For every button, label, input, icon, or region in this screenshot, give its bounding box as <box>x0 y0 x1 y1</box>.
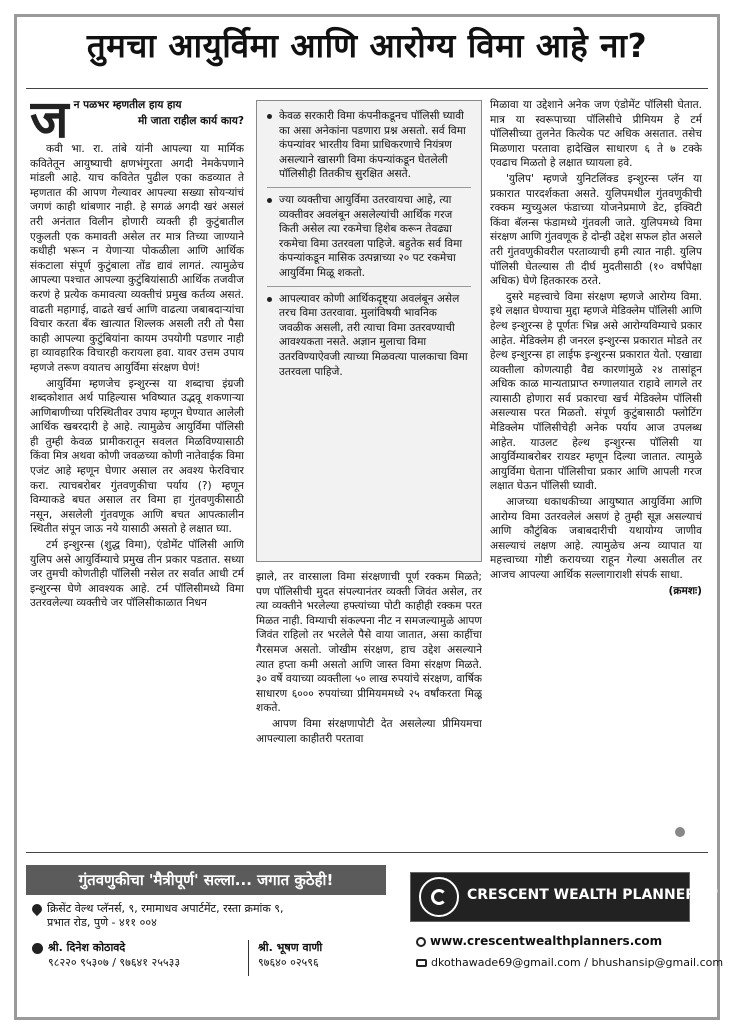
email-line[interactable] <box>416 956 723 970</box>
advice-banner: गुंतवणुकीचा 'मैत्रीपूर्ण' सल्ला... जगात कुठेही! <box>26 865 386 895</box>
email-links[interactable]: dkothawade69@gmail.com / bhushansip@gmail.com <box>431 956 724 969</box>
globe-icon <box>416 937 426 947</box>
col1-paragraph-3: टर्म इन्शुरन्स (शुद्ध विमा), एंडोमेंट पॉलिसी आणि युलिप असे आयुर्विम्याचे प्रमुख तीन प्रकार पडतात. सध्या जर तुमची कोणतीही पॉलिसी नसेल तर सर्वात आधी टर्म इन्शुरन्स घेणे आवश्यक आहे. टर्म पॉलिसीमध्ये विमा उतरवलेल्या व्यक्तीचे जर पॉलिसीकाळात निधन <box>30 539 244 610</box>
email-icon <box>416 959 427 967</box>
bullet-icon <box>267 198 272 203</box>
col2-paragraph-1: झाले, तर वारसाला विमा संरक्षणाची पूर्ण रक्कम मिळते; पण पॉलिसीची मुदत संपल्यानंतर व्यक्ती जिवंत असेल, तर त्या व्यक्तीने भरलेल्या हफ्त्यांच्या पोटी काहीही रक्कम परत मिळत नाही. विम्याची संकल्पना नीट न समजल्यामुळे आपण जिवंत राहिलो तर भरलेले पैसे वाया जातात, असा काहींचा गैरसमज असतो. जोखीम संरक्षण, हाच उद्देश असल्याने त्यात हप्ता कमी असतो आणि जास्त विमा संरक्षण मिळते. ३० वर्षे वयाच्या व्यक्तीला ५० लाख रुपयांचे संरक्षण, वार्षिक साधारण ६००० रुपयांच्या प्रीमियममध्ये २५ वर्षांकरता मिळू शकते. <box>256 571 482 715</box>
person-1-name: श्री. दिनेश कोठावदे <box>48 941 126 954</box>
tip-text: केवळ सरकारी विमा कंपनीकडूनच पॉलिसी घ्यावी का असा अनेकांना पडणारा प्रश्न असतो. सर्व विमा कंपन्यांवर भारतीय विमा प्राधिकरणाचे नियंत्रण असल्याने खासगी विमा कंपन्यांकडून घेतलेली पॉलिसीही तितकीच सुरक्षित असते. <box>279 110 466 181</box>
contact-person-1 <box>32 940 180 970</box>
column-1 <box>30 98 244 840</box>
footer-divider <box>26 852 708 853</box>
continued-marker: (क्रमशः) <box>668 584 702 597</box>
person-2-name: श्री. भूषण वाणी <box>258 941 323 954</box>
address-line-1: क्रिसेंट वेल्थ प्लॅनर्स, ९, रमामाधव अपार्टमेंट, रस्ता क्रमांक ९, <box>47 902 284 915</box>
company-name: CRESCENT WEALTH PLANNERS™ <box>467 887 721 903</box>
contact-separator <box>248 940 249 976</box>
title-divider <box>26 88 708 89</box>
office-address <box>32 902 362 930</box>
person-2-phone: ९७६४० ०२५९६ <box>258 956 319 969</box>
column-3 <box>490 98 702 840</box>
website-line[interactable] <box>416 934 662 948</box>
lead-line-1: न पळभर म्हणतील हाय हाय <box>73 99 182 111</box>
address-line-2: प्रभात रोड, पुणे - ४११ ००४ <box>47 916 157 929</box>
end-dot-icon <box>675 827 685 837</box>
crescent-logo-icon <box>419 877 459 917</box>
location-pin-icon <box>30 902 44 916</box>
tip-item <box>267 286 471 380</box>
bullet-icon <box>267 114 272 119</box>
tip-item <box>267 109 471 182</box>
col1-paragraph-1: कवी भा. रा. तांबे यांनी आपल्या या मार्मिक कवितेतून आयुष्याची क्षणभंगुरता अगदी नेमकेपणाने मांडली आहे. याच कवितेत पुढील एका कडव्यात ते म्हणतात की आपण गेल्यावर आपल्या सख्या सोयऱ्यांचं जगणं काही थांबणार नाही. हे सगळं अगदी खरं असलं तरी अनंतात विलीन होणारी व्यक्ती ही कुटुंबातील एकुलती एक कमावती असेल तर मात्र तिच्या जाण्याने कधीही भरून न येणाऱ्या पोकळीला आणि आर्थिक संकटाला संपूर्ण कुटुंबाला तोंड द्यावं लागतं. त्यामुळेच आपल्या पश्चात आपल्या कुटुंबियांसाठी आर्थिक तजवीज करणं हे प्रत्येक कमावत्या व्यक्तीचं प्रमुख कर्तव्य असतं. वाढती महागाई, वाढते खर्च आणि वाढत्या जबाबदाऱ्यांचा विचार करता बँक खात्यात शिल्लक असली तरी तो पैसा काही आपल्या कुटुंबियांना कायम उपयोगी पडणार नाही हा व्यावहारिक विचारही करायला हवा. यावर उत्तम उपाय म्हणजे तरूण वयातच आयुर्विमा संरक्षण घेणं! <box>30 143 244 374</box>
tip-item <box>267 187 471 281</box>
tip-text: ज्या व्यक्तीचा आयुर्विमा उतरवायचा आहे, त्या व्यक्तीवर अवलंबून असलेल्यांची आर्थिक गरज किती असेल त्या रकमेचा हिशेब करून तेवढ्या रकमेचा विमा उतरवला पाहिजे. बहुतेक सर्व विमा कंपन्यांकडून मासिक उत्पन्नाच्या २० पट रकमेचा आयुर्विमा मिळू शकतो. <box>279 193 463 279</box>
col3-paragraph-3: दुसरे महत्त्वाचे विमा संरक्षण म्हणजे आरोग्य विमा. इथे लक्षात घेण्याचा मुद्दा म्हणजे मेडिक्लेम पॉलिसी आणि हेल्थ इन्शुरन्स हे पूर्णतः भिन्न असे आरोग्यविम्याचे प्रकार आहेत. मेडिक्लेम ही जनरल इन्शुरन्स प्रकारात मोडते तर हेल्थ इन्शुरन्स हा लाईफ इन्शुरन्स प्रकारात येतो. एखाद्या व्यक्तीला कोणत्याही वैद्य कारणांमुळे २४ तासांहून अधिक काळ मान्यताप्राप्त रुग्णालयात राहावे लागले तर त्यासाठी होणारा सर्व प्रकारचा खर्च मेडिक्लेम पॉलिसी असल्यास परत मिळतो. संपूर्ण कुटुंबासाठी फ्लोटिंग मेडिक्लेम पॉलिसीचेही अनेक पर्याय आज उपलब्ध आहेत. याउलट हेल्थ इन्शुरन्स पॉलिसी या आयुर्विम्याबरोबर रायडर म्हणून दिल्या जातात. त्यामुळे आयुर्विमा घेताना पॉलिसीचा प्रकार आणि आपली गरज लक्षात घेऊन पॉलिसी घ्यावी. <box>490 290 702 493</box>
col2-paragraph-2: आपण विमा संरक्षणापोटी देत असलेल्या प्रीमियमचा आपल्याला काहीतरी परतावा <box>256 717 482 745</box>
col1-paragraph-2: आयुर्विमा म्हणजेच इन्शुरन्स या शब्दाचा इंग्रजी शब्दकोशात अर्थ पाहिल्यास भविष्यात उद्भवू शकणाऱ्या आणिबाणीच्या परिस्थितीवर उपाय म्हणून घेण्यात आलेली आर्थिक खबरदारी हे आहे. त्यामुळेच आयुर्विमा पॉलिसी ही तुम्ही केवळ प्रामीकरातून सवलत मिळविण्यासाठी किंवा मित्र अथवा कोणी जवळच्या कोणी नातेवाईक विमा एजंट आहे म्हणून घेणार असाल तर अवश्य फेरविचार करा. त्याचबरोबर गुंतवणुकीचा पर्याय (?) म्हणून विम्याकडे बघत असाल तर विमा हा गुंतवणुकीसाठी नसून, असलेली गुंतवणूक आणि बचत आपत्कालीन स्थितीत संपून जाऊ नये यासाठी असतो हे लक्षात घ्या. <box>30 377 244 536</box>
phone-icon <box>32 943 43 954</box>
person-1-phone: ९८२२० ९५३०७ / ९७६४१ २५५३३ <box>48 956 181 969</box>
tip-text: आपल्यावर कोणी आर्थिकदृष्ट्या अवलंबून असेल तरच विमा उतरवावा. मुलांविषयी भावनिक जवळीक असली, तरी त्याचा विमा उतरवण्याची आवश्यकता नसते. अज्ञान मुलाचा विमा उतरविण्याऐवजी त्याच्या मिळवत्या पालकाचा विमा उतरवला पाहिजे. <box>279 292 468 378</box>
bullet-icon <box>267 297 272 302</box>
col3-paragraph-4: आजच्या धकाधकीच्या आयुष्यात आयुर्विमा आणि आरोग्य विमा उतरवलेलं असणं हे तुम्ही सूज्ञ असल्याचं आणि कौटुंबिक जबाबदारीची यथायोग्य जाणीव असल्याचं लक्षण आहे. त्यामुळेच अन्य व्यापात या महत्त्वाच्या गोष्टी करायच्या राहून गेल्या असतील तर आजच आपल्या आर्थिक सल्लागाराशी संपर्क साधा. <box>490 496 702 581</box>
contact-person-2 <box>258 940 322 970</box>
tips-box <box>256 100 482 562</box>
website-link[interactable]: www.crescentwealthplanners.com <box>430 934 663 948</box>
drop-cap: ज <box>30 98 69 150</box>
column-2 <box>256 570 482 840</box>
company-logo <box>410 872 721 922</box>
col3-paragraph-2: 'युलिप' म्हणजे युनिटलिंक्ड इन्शुरन्स प्लॅन या प्रकारात पारदर्शकता असते. युलिपमधील गुंतवणुकीची रक्कम म्युच्युअल फंडाच्या योजनेप्रमाणे डेट, इक्विटी किंवा बॅलन्स फंडामध्ये गुंतवली जाते. युलिपमध्ये विमा संरक्षण आणि गुंतवणूक हे दोन्ही उद्देश सफल होत असले तरी गुंतवणुकीवरील परताव्याची हमी त्यात नाही. युलिप पॉलिसी घेतल्यास ती दीर्घ मुदतीसाठी (१० वर्षांपेक्षा अधिक) घेणे हितकारक ठरते. <box>490 172 702 288</box>
col3-paragraph-1: मिळावा या उद्देशाने अनेक जण एंडोमेंट पॉलिसी घेतात. मात्र या स्वरूपाच्या पॉलिसीचे प्रीमियम हे टर्म पॉलिसीच्या तुलनेत कित्येक पट अधिक असतात. तसेच मिळणारा परतावा हादेखिल साधारण ६ ते ७ टक्के एवढाच मिळतो हे लक्षात घ्यायला हवे. <box>490 99 702 170</box>
lead-line-2: मी जाता राहील कार्य काय? <box>137 114 244 127</box>
article-title: तुमचा आयुर्विमा आणि आरोग्य विमा आहे ना? <box>86 26 648 65</box>
